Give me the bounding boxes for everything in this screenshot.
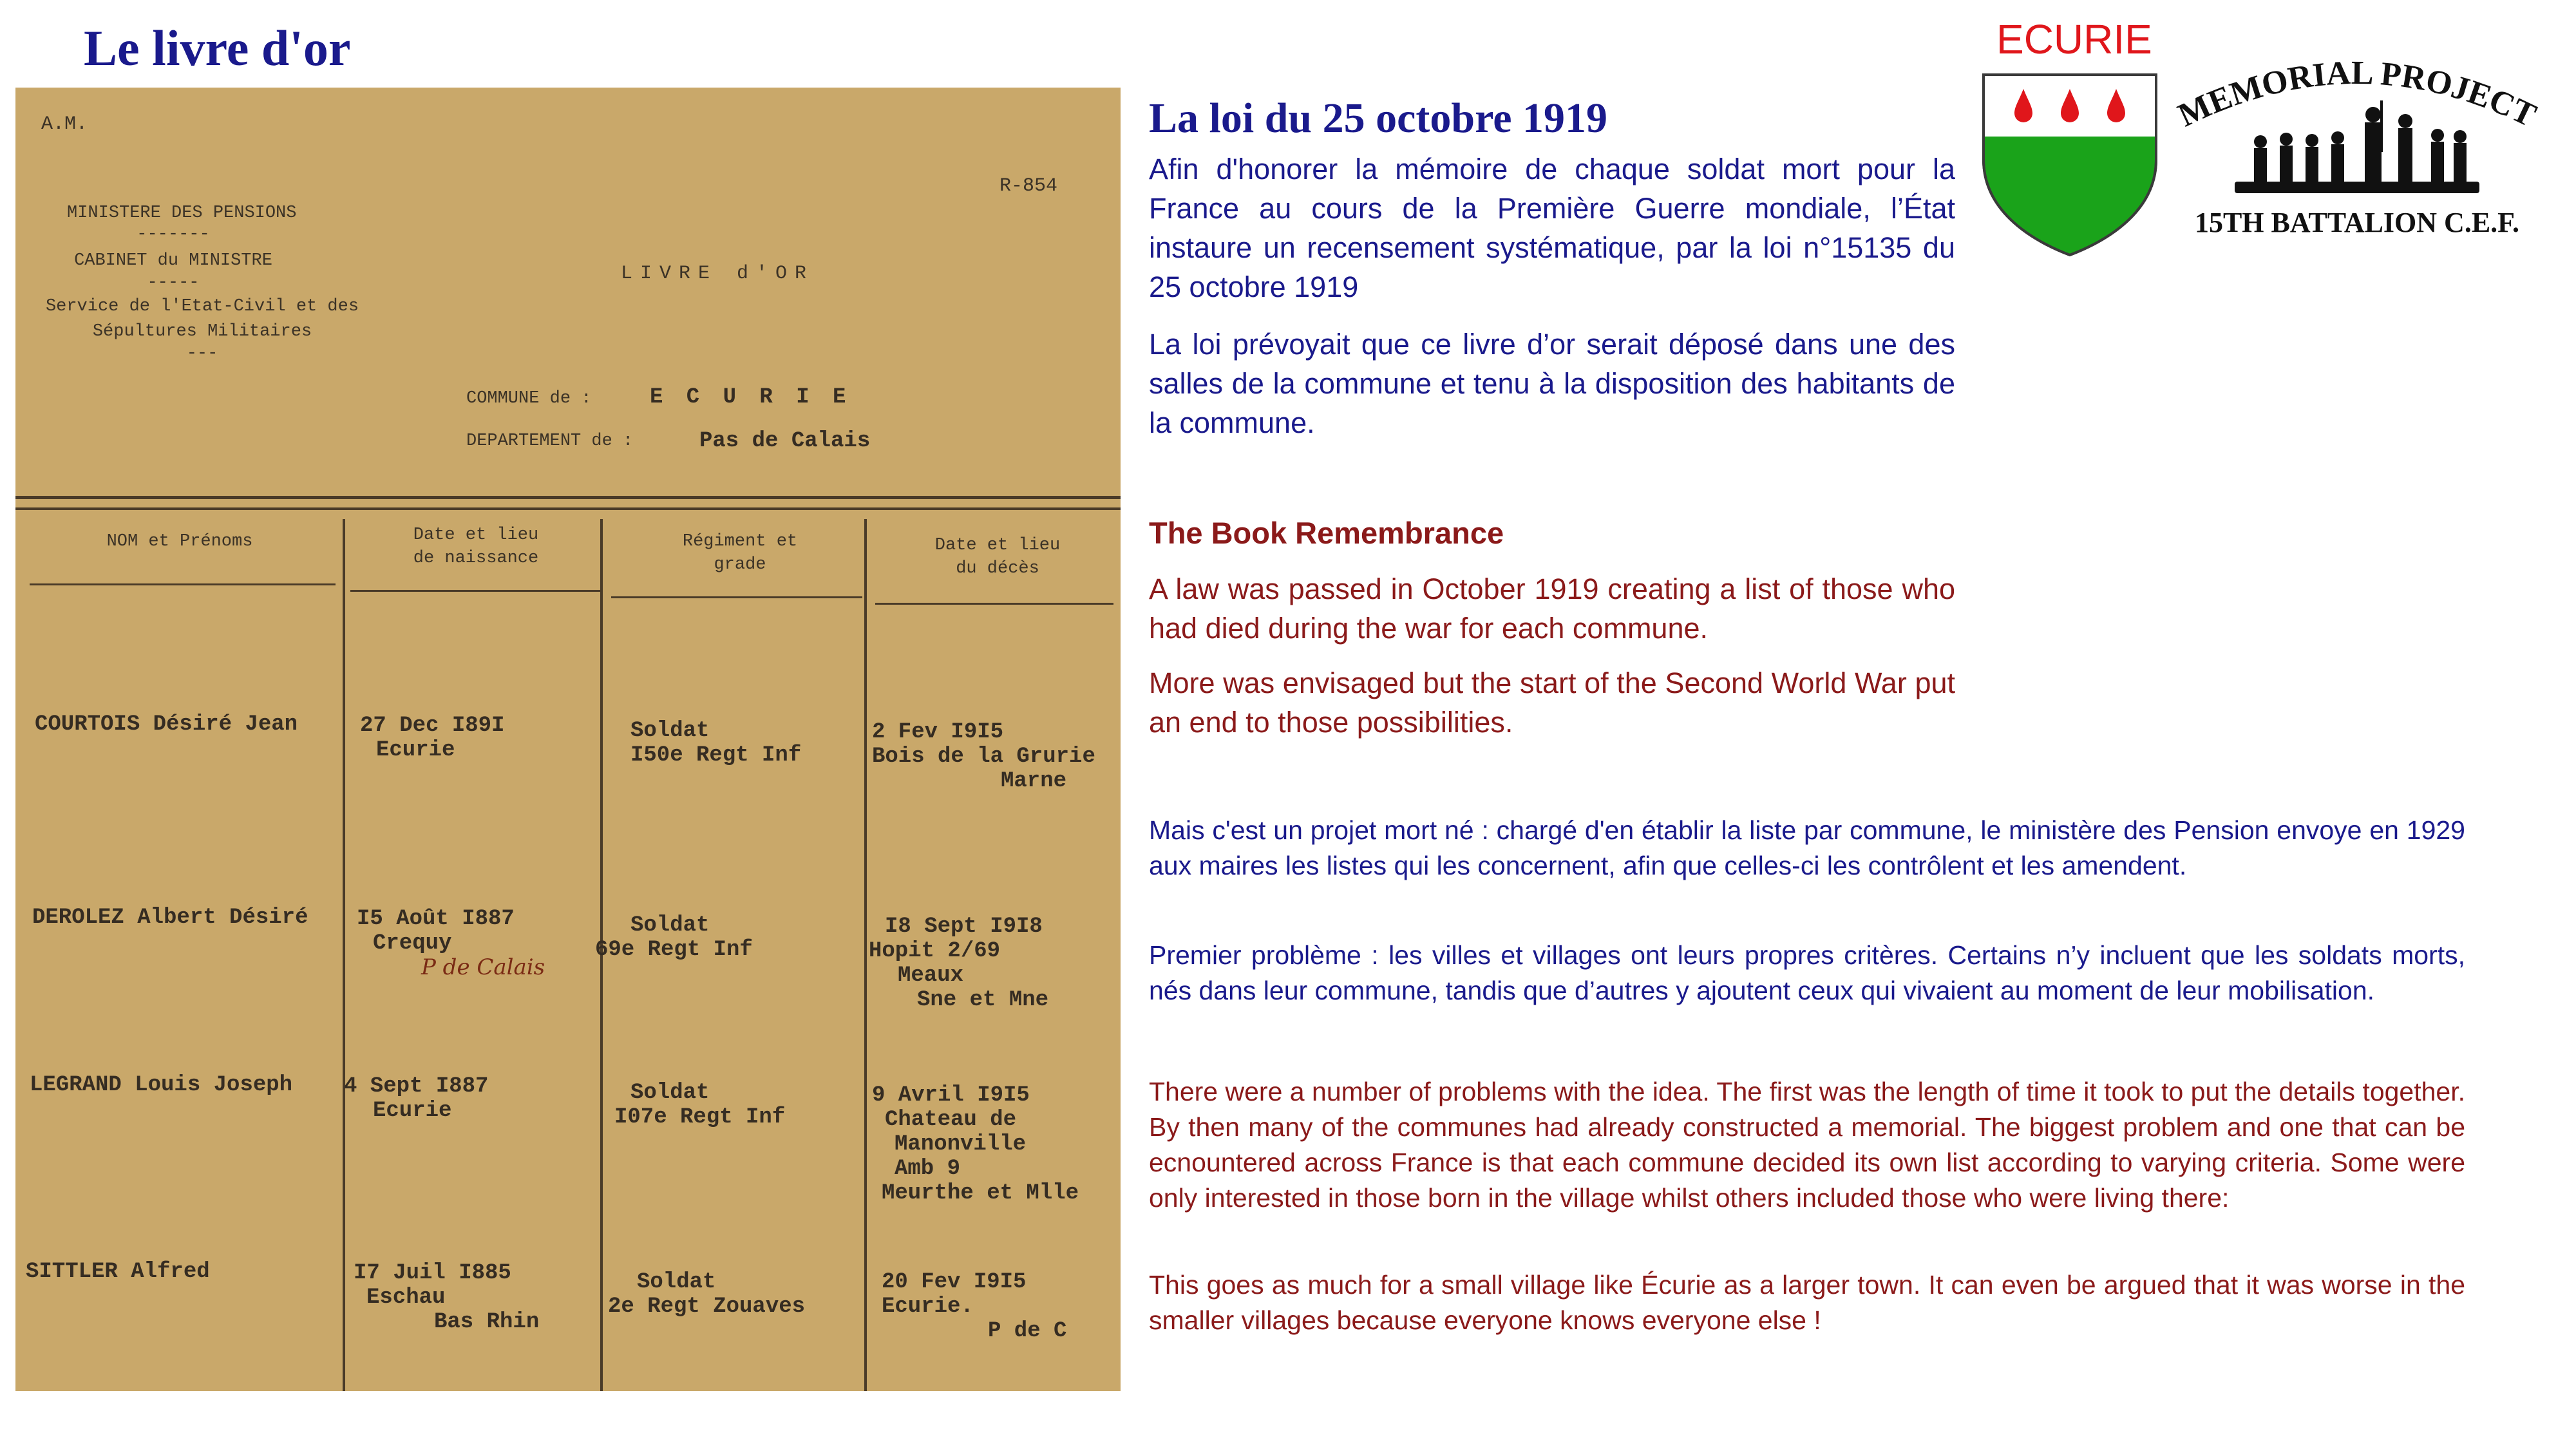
entry-death: Meurthe et Mlle <box>882 1181 1079 1206</box>
ministry-line: Sépultures Militaires <box>92 322 312 341</box>
entry-birth: Ecurie <box>376 738 455 762</box>
entry-regiment: 2e Regt Zouaves <box>608 1294 806 1319</box>
column-divider <box>343 519 345 1391</box>
commune-value: E C U R I E <box>650 385 851 410</box>
slide-title: Le livre d'or <box>84 20 351 76</box>
en-paragraph: This goes as much for a small village like Écurie as a larger town. It can even be argued that it was worse in the smaller villages because everyone knows everyone else ! <box>1149 1270 2465 1335</box>
entry-birth: Bas Rhin <box>434 1310 540 1334</box>
ecurie-label: ECURIE <box>1996 16 2152 62</box>
entry-death: P de C <box>988 1319 1067 1343</box>
header-underline <box>350 590 601 592</box>
column-header: du décès <box>956 559 1039 578</box>
entry-birth: Ecurie <box>373 1099 452 1123</box>
en-heading: The Book Remembrance <box>1149 516 1504 550</box>
entry-death: Bois de la Grurie <box>872 744 1095 769</box>
memorial-subtitle: 15TH BATTALION C.E.F. <box>2194 207 2520 238</box>
entry-birth: I7 Juil I885 <box>354 1261 511 1285</box>
entry-birth: 27 Dec I89I <box>360 714 505 738</box>
livre-dor-scan <box>15 88 1121 1391</box>
entry-death: Chateau de <box>885 1108 1017 1132</box>
soldiers-silhouette-icon <box>2235 100 2479 193</box>
entry-regiment: Soldat <box>637 1270 716 1294</box>
column-header: Date et lieu <box>934 536 1061 555</box>
column-header: de naissance <box>413 549 539 568</box>
ministry-line: MINISTERE DES PENSIONS <box>67 204 297 223</box>
header-underline <box>30 583 336 585</box>
column-header: Régiment et <box>682 532 798 551</box>
section-heading: La loi du 25 octobre 1919 <box>1149 95 1607 142</box>
doc-ref-right: R-854 <box>999 175 1058 197</box>
livre-title: LIVRE d'OR <box>621 263 815 285</box>
memorial-title: MEMORIAL PROJECT <box>2172 54 2542 135</box>
column-divider <box>864 519 867 1391</box>
column-header: grade <box>714 555 766 574</box>
entry-name: SITTLER Alfred <box>26 1260 210 1284</box>
entry-regiment: 69e Regt Inf <box>595 938 753 962</box>
departement-value: Pas de Calais <box>699 429 871 453</box>
header-underline <box>611 596 862 598</box>
table-rule <box>15 507 1121 510</box>
entry-death: Hopit 2/69 <box>869 939 1001 963</box>
ministry-line: --- <box>186 344 218 363</box>
fr-paragraph: La loi prévoyait que ce livre d’or serait déposé dans une des salles de la commune et tenu à la disposition des habitants de la commune. <box>1149 328 1955 439</box>
entry-death: Meaux <box>898 963 964 988</box>
entry-name: COURTOIS Désiré Jean <box>35 712 298 737</box>
en-paragraph: More was envisaged but the start of the Second World War put an end to those possibilities. <box>1149 667 1955 739</box>
en-paragraph: A law was passed in October 1919 creating a list of those who had died during the war for each commune. <box>1149 573 1955 645</box>
entry-regiment: Soldat <box>630 719 710 743</box>
ministry-line: CABINET du MINISTRE <box>74 251 272 270</box>
entry-birth: 4 Sept I887 <box>344 1074 489 1099</box>
entry-death: 2 Fev I9I5 <box>872 720 1004 744</box>
memorial-project-logo <box>2151 39 2563 258</box>
ministry-line: Service de l'Etat-Civil et des <box>45 297 359 316</box>
entry-death: I8 Sept I9I8 <box>885 914 1043 939</box>
ministry-line: ------- <box>137 225 210 244</box>
fr-paragraph: Afin d'honorer la mémoire de chaque soldat mort pour la France au cours de la Première Guerre mondiale, l’État instaure un recensement systématique, par la loi n°15135 du 25 octobre 1919 <box>1149 153 1955 303</box>
entry-regiment: I07e Regt Inf <box>614 1105 786 1130</box>
entry-death: Ecurie. <box>882 1294 974 1319</box>
column-header: Date et lieu <box>413 526 539 545</box>
entry-death: Amb 9 <box>895 1157 961 1181</box>
column-header: NOM et Prénoms <box>106 532 253 551</box>
entry-birth: Eschau <box>366 1285 446 1310</box>
svg-text:MEMORIAL PROJECT <box>2173 55 2542 135</box>
departement-label: DEPARTEMENT de : <box>466 431 634 451</box>
entry-death: 20 Fev I9I5 <box>882 1270 1027 1294</box>
entry-name: LEGRAND Louis Joseph <box>30 1073 293 1097</box>
ministry-line: ----- <box>147 273 200 292</box>
fr-paragraph: Premier problème : les villes et villages ont leurs propres critères. Certains n’y incluent que les soldats morts, nés dans leur commune, tandis que d’autres y ajoutent ceux qui vivaient au moment de leur mobilisation. <box>1149 940 2465 1005</box>
commune-label: COMMUNE de : <box>466 389 592 408</box>
doc-ref-left: A.M. <box>41 113 88 135</box>
fr-paragraph: Mais c'est un projet mort né : chargé d'en établir la liste par commune, le ministère des Pension envoye en 1929 aux maires les listes qui les concernent, afin que celles-ci les contrôlent et les amendent. <box>1149 815 2465 880</box>
handwritten-note: P de Calais <box>421 954 545 980</box>
entry-death: Sne et Mne <box>917 988 1049 1012</box>
entry-death: 9 Avril I9I5 <box>872 1083 1030 1108</box>
table-rule <box>15 496 1121 499</box>
ecurie-shield-icon <box>1978 70 2161 260</box>
header-underline <box>875 603 1113 605</box>
entry-regiment: Soldat <box>630 1081 710 1105</box>
entry-birth: I5 Août I887 <box>357 907 515 931</box>
entry-death: Marne <box>1001 769 1067 793</box>
entry-regiment: I50e Regt Inf <box>630 743 802 768</box>
entry-name: DEROLEZ Albert Désiré <box>32 905 308 930</box>
entry-birth: Crequy <box>373 931 452 956</box>
entry-regiment: Soldat <box>630 913 710 938</box>
en-paragraph: There were a number of problems with the idea. The first was the length of time it took to put the details together. By then many of the communes had already constructed a memorial. The biggest problem and one that can be ecnountered across France is that each commune decided its own list according to varying criteria. Some were only interested in those born in the village whilst others included those who were living there: <box>1149 1077 2465 1213</box>
entry-death: Manonville <box>895 1132 1027 1157</box>
